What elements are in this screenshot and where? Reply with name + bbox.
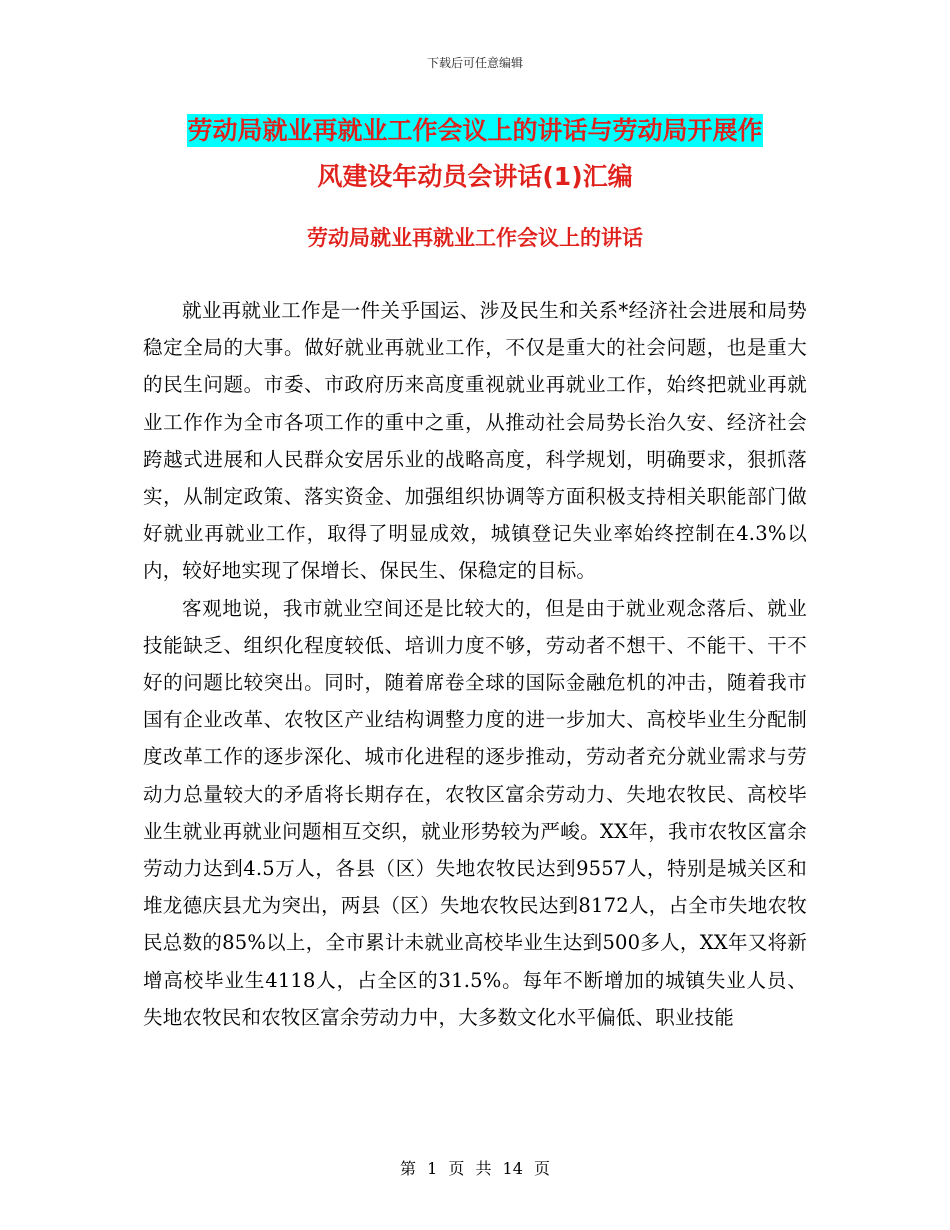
body-paragraph: 就业再就业工作是一件关乎国运、涉及民生和关系*经济社会进展和局势稳定全局的大事。做好就业再就业工作，不仅是重大的社会问题，也是重大的民生问题。市委、市政府历来高度重视就业再就业工作，始终把就业再就业工作作为全市各项工作的重中之重，从推动社会局势长治久安、经济社会跨越式进展和人民群众安居乐业的战略高度，科学规划，明确要求，狠抓落实，从制定政策、落实资金、加强组织协调等方面积极支持相关职能部门做好就业再就业工作，取得了明显成效，城镇登记失业率始终控制在4.3%以内，较好地实现了保增长、保民生、保稳定的目标。 [143,299,807,583]
body-paragraph: 客观地说，我市就业空间还是比较大的，但是由于就业观念落后、就业技能缺乏、组织化程度较低、培训力度不够，劳动者不想干、不能干、干不好的问题比较突出。同时，随着席卷全球的国际金融危机的冲击，随着我市国有企业改革、农牧区产业结构调整力度的进一步加大、高校毕业生分配制度改革工作的逐步深化、城市化进程的逐步推动，劳动者充分就业需求与劳动力总量较大的矛盾将长期存在，农牧区富余劳动力、失地农牧民、高校毕业生就业再就业问题相互交织，就业形势较为严峻。XX年，我市农牧区富余劳动力达到4.5万人，各县（区）失地农牧民达到9557人，特别是城关区和堆龙德庆县尤为突出，两县（区）失地农牧民达到8172人，占全市失地农牧民总数的85%以上，全市累计未就业高校毕业生达到500多人，XX年又将新增高校毕业生4118人，占全区的31.5%。每年不断增加的城镇失业人员、失地农牧民和农牧区富余劳动力中，大多数文化水平偏低、职业技能 [143,596,807,1029]
section-title: 劳动局就业再就业工作会议上的讲话 [307,226,643,250]
document-body [143,292,807,1036]
document-title-line2: 风建设年动员会讲话(1)汇编 [317,162,633,191]
page-number-footer: 第 1 页 共 14 页 [400,1159,550,1178]
document-title [0,108,950,200]
document-title-line1: 劳动局就业再就业工作会议上的讲话与劳动局开展作 [187,116,763,145]
page-header-note: 下载后可任意编辑 [426,56,523,70]
